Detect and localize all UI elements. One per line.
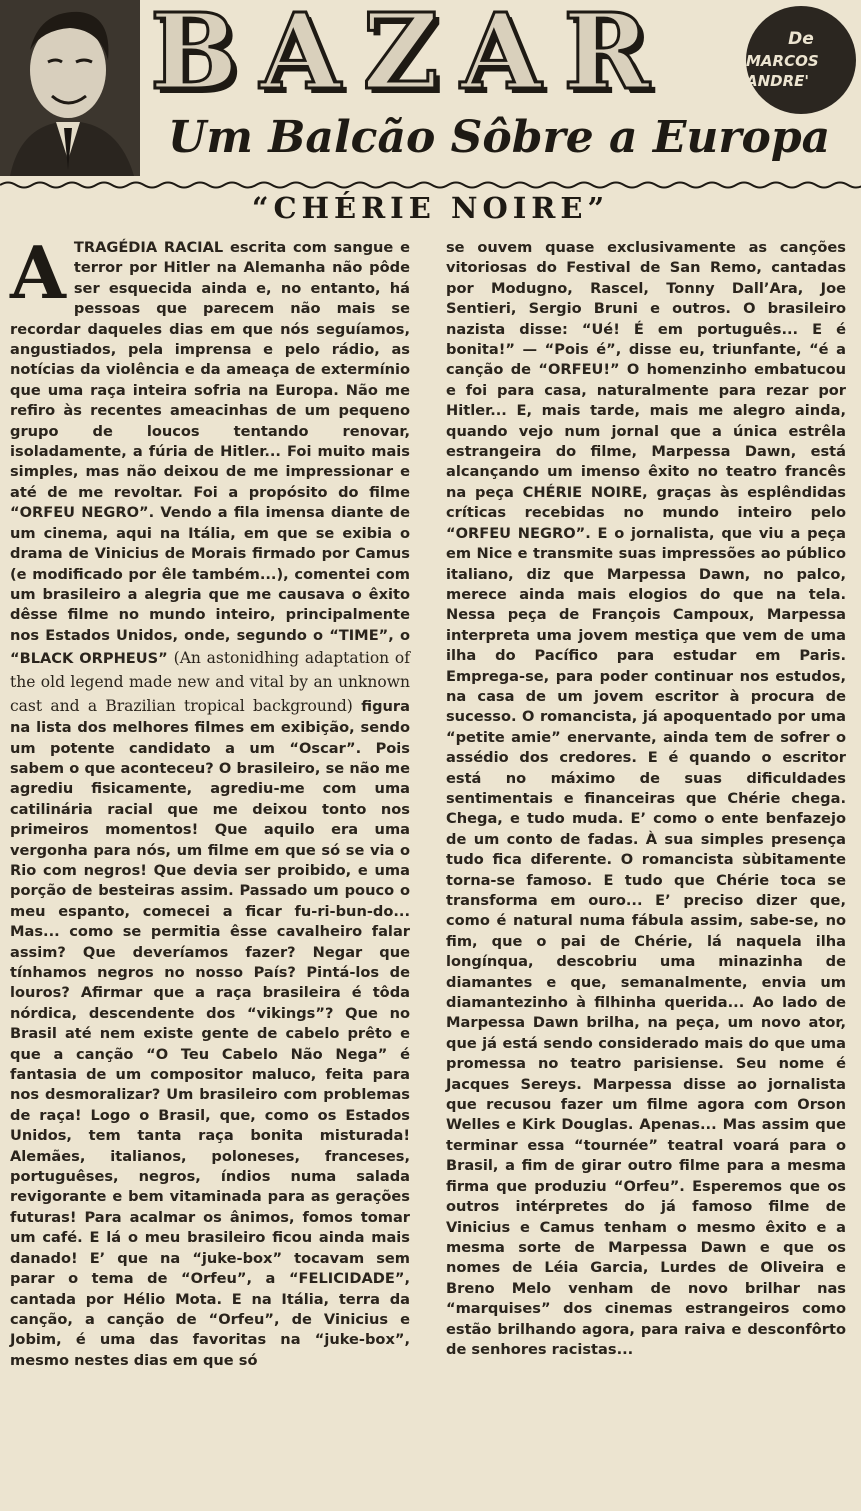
- paragraph-text: figura na lista dos melhores filmes em exibição, sendo um potente candidato a um “Oscar”. Pois sabem o que aconteceu? O brasileiro, se não me agrediu fisicamente, agrediu-me com uma catilinária racial que me deixou tonto nos primeiros momentos! Que aquilo era uma vergonha para nós, um filme em que só se via o Rio com negros! Que devia ser proibido, e uma porção de besteiras assim. Passado um pouco o meu espanto, comecei a ficar fu-ri-bun-do... Mas... como se permitia êsse cavalheiro falar assim? Que deveríamos fazer? Negar que tínhamos negros no nosso País? Pintá-los de louros? Afirmar que a raça brasileira é tôda nórdica, descendente dos “vikings”? Que no Brasil até nem existe gente de cabelo prêto e que a canção “O Teu Cabelo Não Nega” é fantasia de um compositor maluco, feita para nos desmoralizar? Um brasileiro com problemas de raça! Logo o Brasil, que, como os Estados Unidos, tem tanta raça bonita misturada! Alemães, italianos, poloneses, franceses, portuguêses, negros, índios numa salada revigorante e bem vitaminada para as gerações futuras! Para acalmar os ânimos, fomos tomar um café. E lá o meu brasileiro ficou ainda mais danado! E’ que na “juke-box” tocavam sem parar o tema de “Orfeu”, a “FELICIDADE”, cantada por Hélio Mota. E na Itália, terra da canção, a canção de “Orfeu”, de Vinicius e Jobim, é uma das favoritas na “juke-box”, mesmo nestes dias em que só: [10, 698, 410, 1369]
- article-column-right: [446, 238, 846, 1506]
- author-badge: [746, 6, 856, 114]
- author-prefix: De: [788, 29, 814, 49]
- article-title: “CHÉRIE NOIRE”: [251, 191, 610, 225]
- bazar-logo: BAZAR: [150, 0, 672, 113]
- drop-cap: A: [10, 230, 66, 315]
- column-subtitle: Um Balcão Sôbre a Europa: [168, 112, 831, 163]
- paragraph-text: escrita com sangue e terror por Hitler na Alemanha não pôde ser esquecida ainda e, no entanto, há pessoas que parecem não mais se recordar daqueles dias em que nós seguíamos, angustiados, pela imprensa e pelo rádio, as notícias da violência e da ameaça de extermínio que uma raça inteira sofria na Europa. Não me refiro às recentes ameacinhas de um pequeno grupo de loucos tentando renovar, isoladamente, a fúria de Hitler... Foi muito mais simples, mas não deixou de me impressionar e até de me revoltar. Foi a propósito do filme “ORFEU NEGRO”. Vendo a fila imensa diante de um cinema, aqui na Itália, em que se exibia o drama de Vinicius de Morais firmado por Camus (e modificado por êle também...), comentei com um brasileiro a alegria que me causava o êxito dêsse filme no mundo inteiro, principalmente nos Estados Unidos, onde, segundo o “TIME”, o “BLACK ORPHEUS”: [10, 239, 410, 668]
- author-name: MARCOS ANDRE': [746, 52, 819, 90]
- paragraph-text: se ouvem quase exclusivamente as canções vitoriosas do Festival de San Remo, cantadas por Modugno, Rascel, Tonny Dall’Ara, Joe Sentieri, Sergio Bruni e outros. O brasileiro nazista disse: “Ué! É em português... E é bonita!” — “Pois é”, disse eu, triunfante, “é a canção de “ORFEU!” O homenzinho embatucou e foi para casa, naturalmente para rezar por Hitler... E, mais tarde, mais me alegro ainda, quando vejo num jornal que a única estrêla estrangeira do filme, Marpessa Dawn, está alcançando um imenso êxito no teatro francês na peça CHÉRIE NOIRE, graças às esplêndidas críticas recebidas no mundo inteiro pelo “ORFEU NEGRO”. E o jornalista, que viu a peça em Nice e transmite suas impressões ao público italiano, diz que Marpessa Dawn, no palco, merece ainda mais elogios do que na tela. Nessa peça de François Campoux, Marpessa interpreta uma jovem mestiça que vem de uma ilha do Pacífico para estudar em Paris. Emprega-se, para poder continuar nos estudos, na casa de um jovem escritor à procura de sucesso. O romancista, já apoquentado por uma “petite amie” enervante, ainda tem de sofrer o assédio dos credores. E é quando o escritor está no máximo de suas dificuldades sentimentais e financeiras que Chérie chega. Chega, e tudo muda. E’ como o ente benfazejo de um conto de fadas. À sua simples presença tudo fica diferente. O romancista sùbitamente torna-se famoso. E tudo que Chérie toca se transforma em ouro... E’ preciso dizer que, como é natural numa fábula assim, sabe-se, no fim, que o pai de Chérie, lá naquela ilha longínqua, descobriu uma minazinha de diamantes e que, semanalmente, envia um diamantezinho à filhinha querida... Ao lado de Marpessa Dawn brilha, na peça, um novo ator, que já está sendo considerado mais do que uma promessa no teatro parisiense. Seu nome é Jacques Sereys. Marpessa disse ao jornalista que recusou fazer um filme agora com Orson Welles e Kirk Douglas. Apenas... Mas assim que terminar essa “tournée” teatral voará para o Brasil, a fim de girar outro filme para a mesma firma que produziu “Orfeu”. Esperemos que os outros intérpretes do já famoso filme de Vinicius e Camus tenham o mesmo êxito e a mesma sorte de Marpessa Dawn e que os nomes de Léia Garcia, Lurdes de Oliveira e Breno Melo venham de novo brilhar nas “marquises” dos cinemas estrangeiros como estão brilhando agora, para raiva e desconfôrto de senhores racistas...: [446, 239, 846, 1358]
- english-quote: (An astonidhing adaptation of the old legend made new and vital by an unknown cast and a Brazilian tropical background): [10, 649, 410, 716]
- lead-in: TRAGÉDIA RACIAL: [73, 239, 224, 256]
- paragraph: [10, 230, 410, 1371]
- author-photo: [0, 0, 140, 176]
- article-column-left: [10, 230, 410, 1506]
